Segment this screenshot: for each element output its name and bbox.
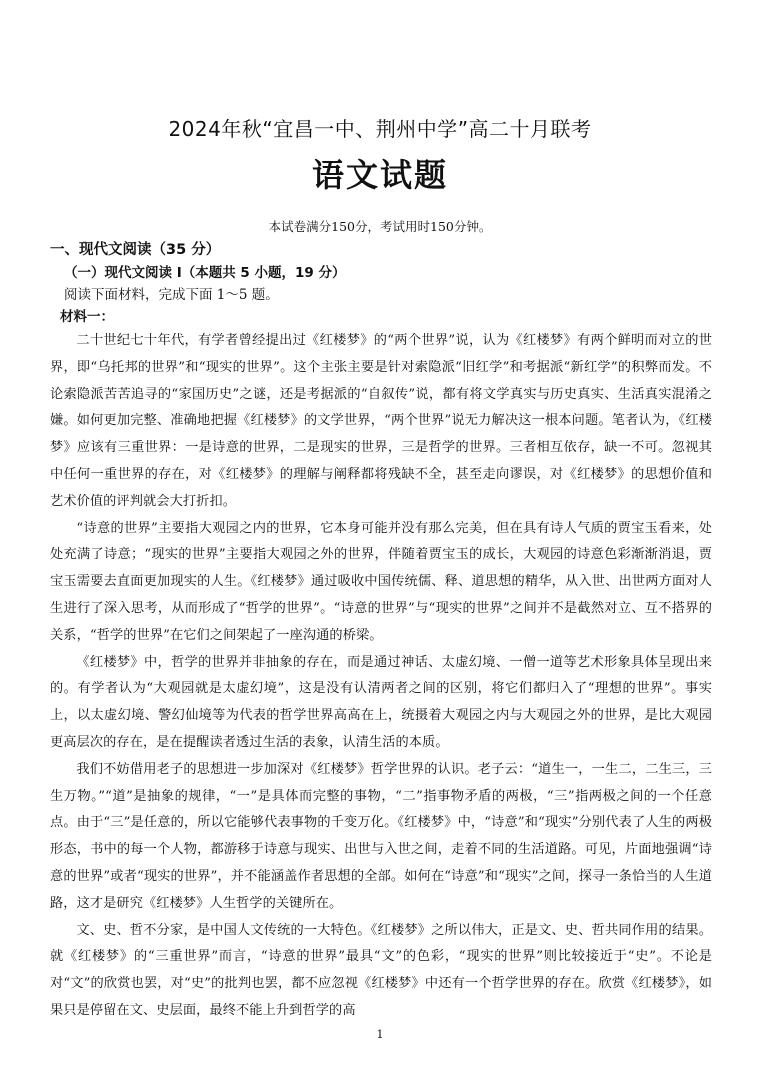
material-label: 材料一： [60,309,114,325]
paragraph: “诗意的世界”主要指大观园之内的世界，它本身可能并没有那么完美，但在具有诗人气质的贾宝玉看来，处处充满了诗意；“现实的世界”主要指大观园之外的世界，伴随着贾宝玉的成长，大观园的诗意色彩渐渐消退，贾宝玉需要去直面更加现实的人生。《红楼梦》通过吸收中国传统儒、释、道思想的精华，从入世、出世两方面对人生进行了深入思考，从而形成了“哲学的世界”。“诗意的世界”与“现实的世界”之间并不是截然对立、互不搭界的关系，“哲学的世界”在它们之间架起了一座沟通的桥梁。 [50,520,712,643]
paragraph: 我们不妨借用老子的思想进一步加深对《红楼梦》哲学世界的认识。老子云：“道生一，一生二，二生三，三生万物。”“道”是抽象的规律，“一”是具体而完整的事物，“二”指事物矛盾的两极，“三”指两极之间的一个任意点。由于“三”是任意的，所以它能够代表事物的千变万化。《红楼梦》中，“诗意”和“现实”分别代表了人生的两极形态，书中的每一个人物，都游移于诗意与现实、出世与入世之间，走着不同的生活道路。可见，片面地强调“诗意的世界”或者“现实的世界”，并不能涵盖作者思想的全部。如何在“诗意”和“现实”之间，探寻一条恰当的人生道路，这才是研究《红楼梦》人生哲学的关键所在。 [50,761,712,911]
paragraph: 《红楼梦》中，哲学的世界并非抽象的存在，而是通过神话、太虚幻境、一僧一道等艺术形象具体呈现出来的。有学者认为“大观园就是太虚幻境”，这是没有认清两者之间的区别，将它们都归入了“理想的世界”。事实上，以太虚幻境、警幻仙境等为代表的哲学世界高高在上，统摄着大观园之内与大观园之外的世界，是比大观园更高层次的存在，是在提醒读者透过生活的表象，认清生活的本质。 [50,654,712,750]
reading-instruction: 阅读下面材料，完成下面 1～5 题。 [64,287,279,303]
paragraph: 二十世纪七十年代，有学者曾经提出过《红楼梦》的“两个世界”说，认为《红楼梦》有两个鲜明而对立的世界，即“乌托邦的世界”和“现实的世界”。这个主张主要是针对索隐派“旧红学”和考据派“新红学”的积弊而发。不论索隐派苦苦追寻的“家国历史”之谜，还是考据派的“自叙传”说，都有将文学真实与历史真实、生活真实混淆之嫌。如何更加完整、准确地把握《红楼梦》的文学世界，“两个世界”说无力解决这一根本问题。笔者认为，《红楼梦》应该有三重世界：一是诗意的世界，二是现实的世界，三是哲学的世界。三者相互依存，缺一不可。忽视其中任何一重世界的存在，对《红楼梦》的理解与阐释都将残缺不全，甚至走向谬误，对《红楼梦》的思想价值和艺术价值的评判就会大打折扣。 [50,333,712,509]
subsection-title: （一）现代文阅读 I（本题共 5 小题，19 分） [64,265,346,281]
subject-title: 语文试题 [311,156,448,194]
exam-title: 2024年秋“宜昌一中、荆州中学”高二十月联考 [168,117,592,141]
exam-note: 本试卷满分150分，考试用时150分钟。 [268,219,492,234]
section-title: 一、现代文阅读（35 分） [50,242,221,258]
main-content [50,238,712,1025]
paragraph: 文、史、哲不分家，是中国人文传统的一大特色。《红楼梦》之所以伟大，正是文、史、哲共同作用的结果。就《红楼梦》的“三重世界”而言，“诗意的世界”最具“文”的色彩，“现实的世界”则比较接近于“史”。不论是对“文”的欣赏也罢，对“史”的批判也罢，都不应忽视《红楼梦》中还有一个哲学世界的存在。欣赏《红楼梦》，如果只是停留在文、史层面，最终不能上升到哲学的高 [50,922,713,1018]
page-number: 1 [376,1028,384,1041]
